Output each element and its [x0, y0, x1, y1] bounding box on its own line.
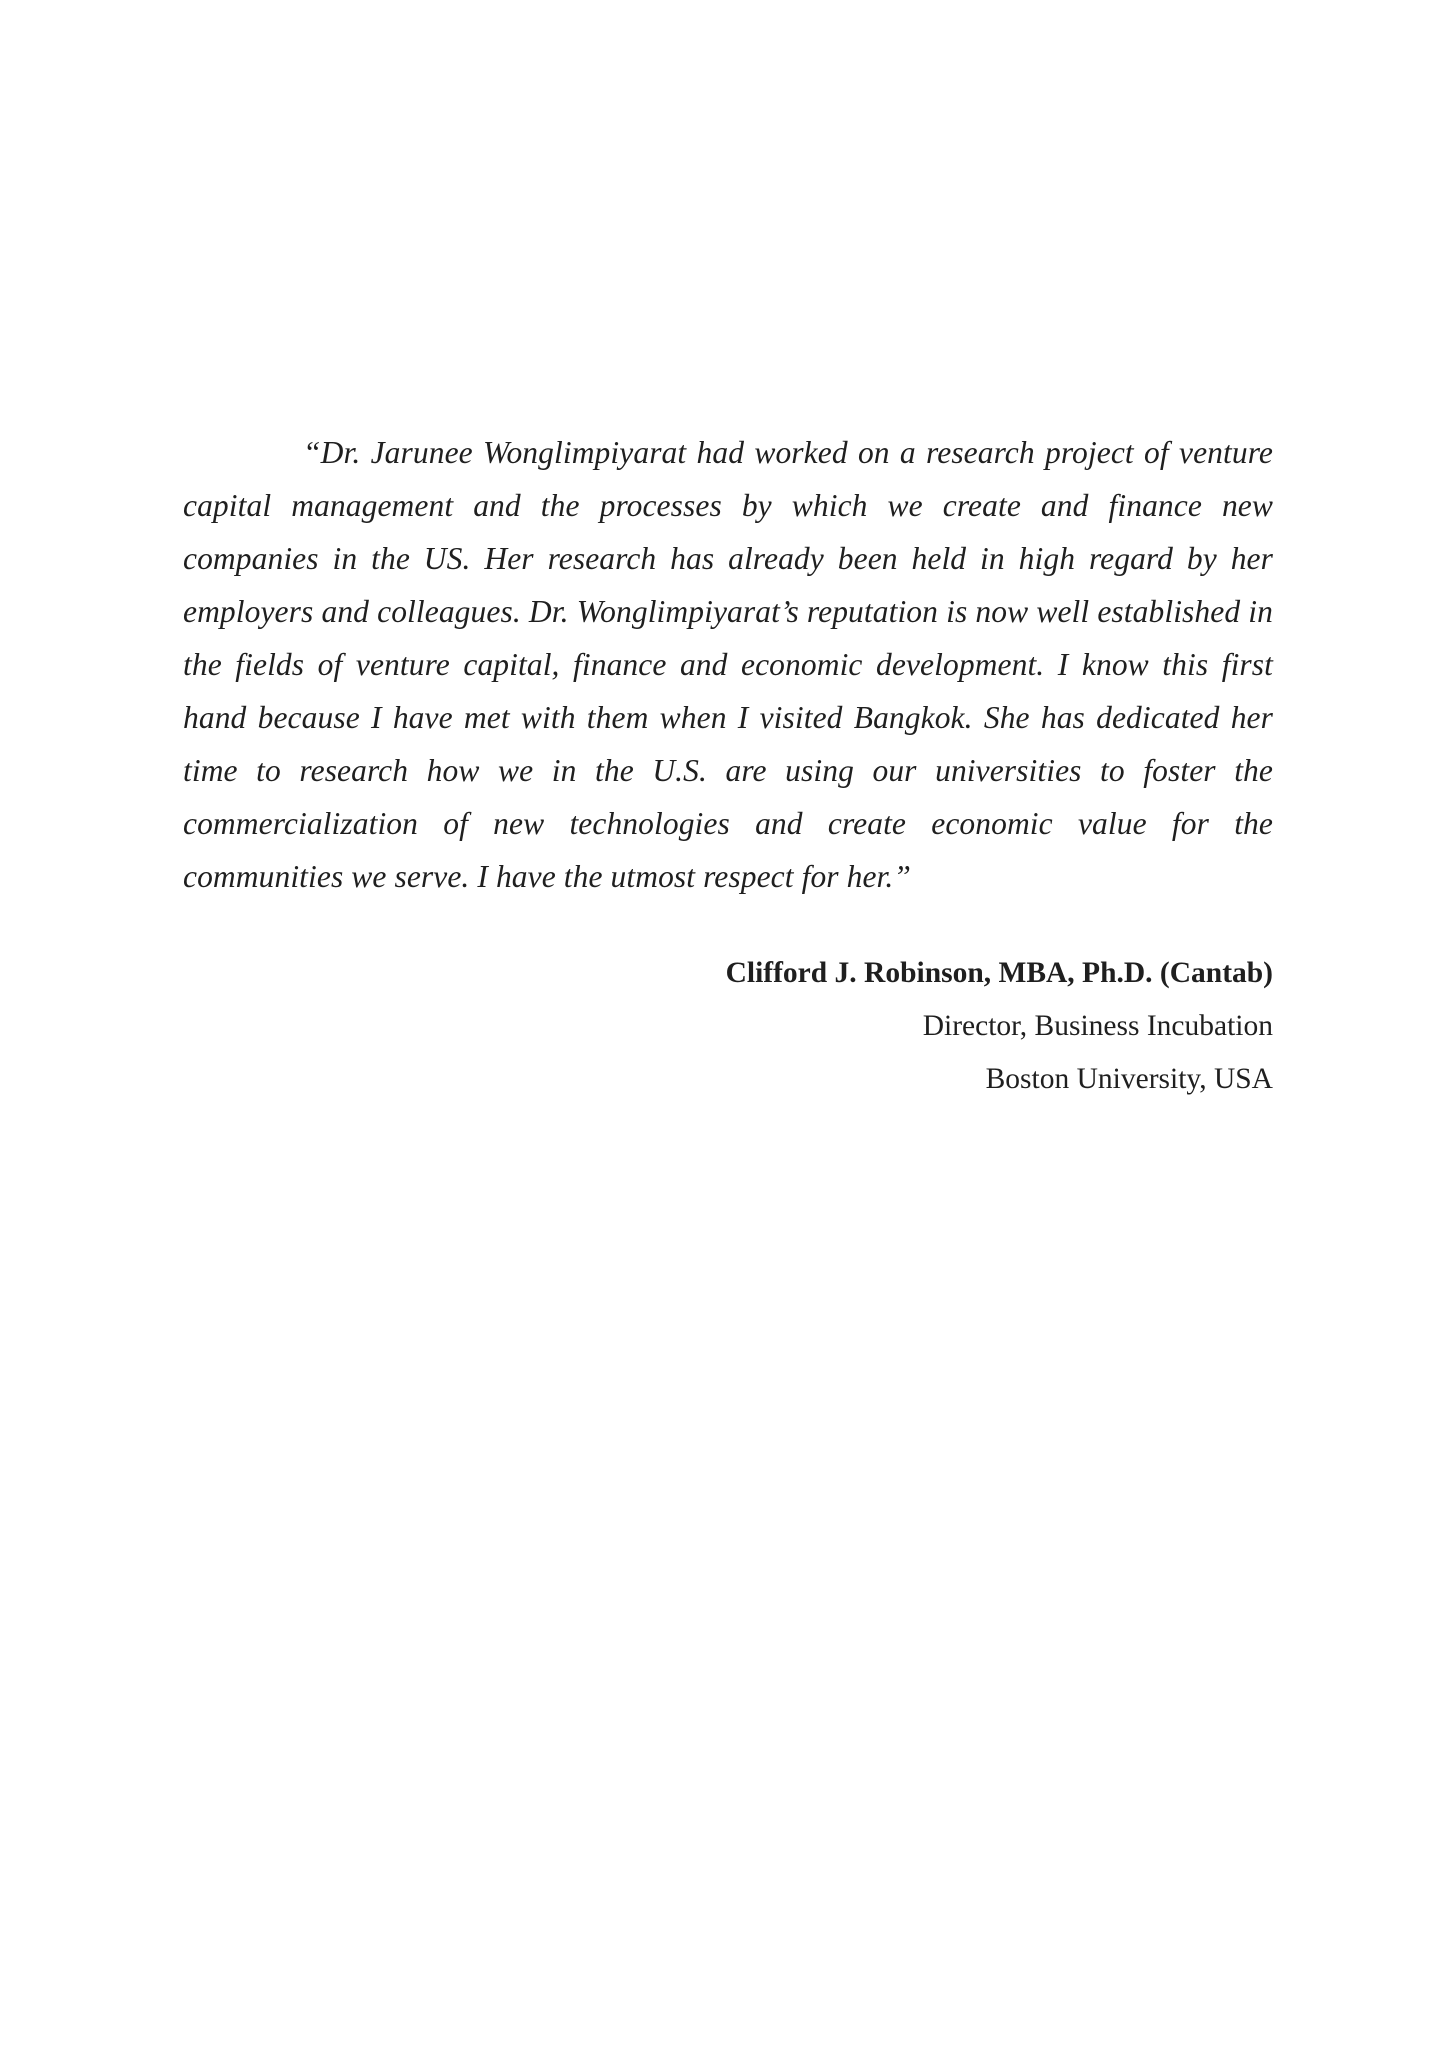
author-title: Director, Business Incubation [922, 1010, 1273, 1042]
author-affiliation: Boston University, USA [985, 1063, 1273, 1095]
author-name: Clifford J. Robinson, MBA, Ph.D. (Cantab) [725, 957, 1273, 989]
testimonial-quote: “Dr. Jarunee Wonglimpiyarat had worked on a research project of venture capital management and the processes by which we create and finance new companies in the US. Her research has already been held in high regard by her employers and colleagues. Dr. Wonglimpiyarat’s reputation is now well established in the fields of venture capital, finance and economic development. I know this first hand because I have met with them when I visited Bangkok. She has dedicated her time to research how we in the U.S. are using our universities to foster the commercialization of new technologies and create economic value for the communities we serve. I have the utmost respect for her.” [183, 435, 1273, 894]
testimonial-attribution [183, 947, 1273, 1106]
testimonial-block [183, 426, 1273, 1106]
